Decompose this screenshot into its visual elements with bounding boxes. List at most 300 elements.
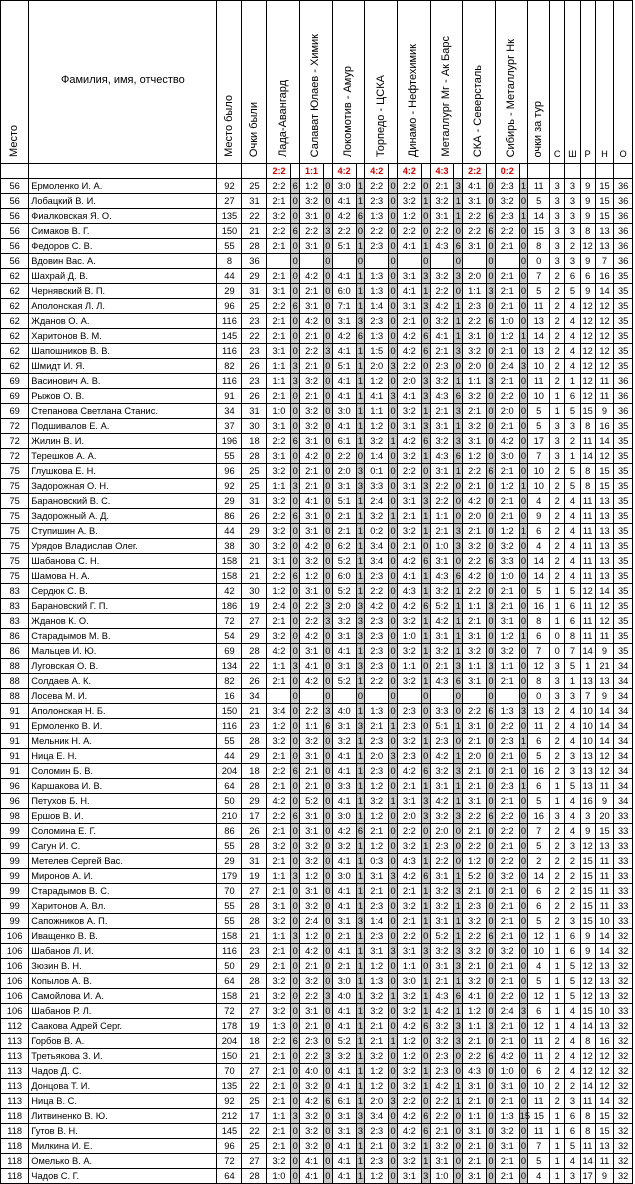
place-cell: 106 (1, 989, 29, 1004)
prediction-points-cell: 1 (356, 779, 365, 794)
empty-cell (595, 164, 613, 179)
stat-cell: 35 (614, 344, 633, 359)
prediction-points-cell: 3 (519, 1004, 528, 1019)
prediction-cell: 4:1 (300, 659, 324, 674)
prediction-points-cell: 1 (454, 899, 463, 914)
stat-cell: 14 (595, 1094, 613, 1109)
prediction-cell: 2:1 (365, 824, 389, 839)
prediction-points-cell: 0 (487, 329, 496, 344)
stat-cell: 5 (565, 479, 580, 494)
prediction-points-cell: 0 (487, 674, 496, 689)
prediction-cell: 3:2 (397, 404, 421, 419)
prediction-cell: 2:2 (397, 179, 421, 194)
prediction-points-cell: 0 (291, 629, 300, 644)
prediction-cell: 2:1 (300, 479, 324, 494)
stat-cell: 12 (580, 839, 595, 854)
prediction-points-cell: 0 (389, 734, 398, 749)
prediction-points-cell: 0 (324, 494, 333, 509)
table-row (1, 704, 633, 719)
stat-cell: 32 (614, 959, 633, 974)
prediction-points-cell: 0 (487, 1109, 496, 1124)
prediction-cell: 2:1 (430, 404, 454, 419)
prediction-points-cell: 1 (421, 779, 430, 794)
prediction-cell: 2:2 (397, 224, 421, 239)
name-cell: Харитонов В. М. (29, 329, 217, 344)
stat-cell: 2 (550, 464, 565, 479)
stat-cell: 2 (550, 719, 565, 734)
table-row (1, 989, 633, 1004)
points-were-cell: 36 (242, 254, 267, 269)
prediction-points-cell: 0 (324, 419, 333, 434)
stat-cell: 9 (580, 824, 595, 839)
prediction-points-cell: 1 (454, 779, 463, 794)
empty-cell (389, 164, 398, 179)
prediction-points-cell: 0 (389, 419, 398, 434)
prediction-points-cell: 1 (519, 329, 528, 344)
prediction-cell: 4:1 (300, 1154, 324, 1169)
stat-cell: 14 (595, 719, 613, 734)
prediction-cell: 2:2 (365, 674, 389, 689)
prediction-points-cell: 0 (291, 1064, 300, 1079)
points-were-cell: 22 (242, 1079, 267, 1094)
prediction-cell: 2:3 (365, 929, 389, 944)
prediction-points-cell: 1 (421, 614, 430, 629)
prediction-points-cell: 0 (487, 179, 496, 194)
table-row (1, 464, 633, 479)
prediction-points-cell: 0 (519, 554, 528, 569)
prediction-cell: 5:2 (332, 584, 356, 599)
place-cell: 83 (1, 584, 29, 599)
prediction-points-cell: 0 (389, 959, 398, 974)
stat-cell: 17 (580, 1169, 595, 1184)
prediction-cell: 1:2 (495, 524, 519, 539)
prediction-cell: 2:2 (430, 479, 454, 494)
prediction-points-cell: 1 (356, 179, 365, 194)
place-cell: 113 (1, 1079, 29, 1094)
prediction-points-cell: 0 (389, 494, 398, 509)
stat-cell: 2 (550, 1079, 565, 1094)
stat-cell: 14 (595, 734, 613, 749)
prediction-cell: 3:2 (267, 539, 291, 554)
points-were-cell: 30 (242, 584, 267, 599)
prediction-cell: 1:1 (267, 374, 291, 389)
prediction-points-cell: 0 (454, 1169, 463, 1184)
stat-cell: 5 (565, 779, 580, 794)
prediction-points-cell: 0 (487, 1064, 496, 1079)
stat-cell: 33 (614, 884, 633, 899)
prediction-cell: 2:1 (267, 1079, 291, 1094)
prediction-cell (300, 689, 324, 704)
prediction-points-cell: 1 (421, 734, 430, 749)
table-row (1, 314, 633, 329)
prediction-points-cell: 0 (487, 494, 496, 509)
prediction-cell: 3:1 (365, 869, 389, 884)
stat-cell: 16 (580, 794, 595, 809)
prediction-points-cell: 0 (519, 1154, 528, 1169)
place-was-cell: 91 (217, 389, 242, 404)
stat-cell: 4 (565, 809, 580, 824)
prediction-points-cell: 1 (356, 869, 365, 884)
prediction-points-cell: 1 (356, 434, 365, 449)
stat-cell: 4 (565, 1154, 580, 1169)
prediction-points-cell: 1 (356, 239, 365, 254)
stat-cell: 8 (528, 614, 550, 629)
prediction-points-cell: 6 (487, 554, 496, 569)
prediction-points-cell: 0 (454, 1049, 463, 1064)
prediction-points-cell: 6 (487, 209, 496, 224)
prediction-points-cell: 0 (389, 854, 398, 869)
stat-cell: 12 (595, 599, 613, 614)
stat-cell: 5 (565, 584, 580, 599)
prediction-cell: 4:2 (365, 599, 389, 614)
prediction-points-cell: 1 (356, 944, 365, 959)
empty-cell (291, 164, 300, 179)
prediction-points-cell: 0 (519, 944, 528, 959)
prediction-cell: 4:1 (332, 269, 356, 284)
prediction-points-cell: 0 (324, 179, 333, 194)
stat-cell: 15 (580, 404, 595, 419)
prediction-cell: 3:1 (267, 554, 291, 569)
place-cell: 69 (1, 374, 29, 389)
prediction-points-cell: 0 (487, 974, 496, 989)
stat-cell: 2 (550, 569, 565, 584)
prediction-cell: 3:2 (430, 269, 454, 284)
prediction-cell: 2:3 (365, 734, 389, 749)
prediction-cell: 3:2 (430, 944, 454, 959)
stat-cell: 14 (595, 434, 613, 449)
prediction-points-cell: 0 (389, 644, 398, 659)
stat-cell: 8 (580, 1124, 595, 1139)
stat-cell: 3 (565, 764, 580, 779)
prediction-points-cell: 0 (487, 899, 496, 914)
prediction-cell: 2:1 (495, 599, 519, 614)
prediction-points-cell: 0 (389, 1064, 398, 1079)
stat-cell: 6 (528, 779, 550, 794)
prediction-cell (332, 689, 356, 704)
stat-cell: 11 (528, 1094, 550, 1109)
stat-cell: 4 (565, 569, 580, 584)
stat-cell: 32 (614, 1109, 633, 1124)
prediction-points-cell: 0 (421, 1049, 430, 1064)
prediction-points-cell: 1 (454, 599, 463, 614)
stat-cell: 11 (580, 1139, 595, 1154)
stat-cell: 9 (580, 209, 595, 224)
stat-cell: 2 (550, 269, 565, 284)
prediction-points-cell: 1 (454, 194, 463, 209)
stat-cell: 1 (550, 944, 565, 959)
place-cell: 88 (1, 674, 29, 689)
stat-cell: 3 (550, 194, 565, 209)
prediction-points-cell: 1 (356, 884, 365, 899)
stat-cell: 2 (565, 869, 580, 884)
prediction-cell: 4:1 (332, 1079, 356, 1094)
stat-cell: 6 (565, 614, 580, 629)
name-cell: Сапожников А. П. (29, 914, 217, 929)
prediction-cell: 2:3 (365, 314, 389, 329)
prediction-points-cell: 0 (291, 884, 300, 899)
stat-cell: 5 (565, 1139, 580, 1154)
prediction-cell: 3:0 (332, 869, 356, 884)
stat-cell: 6 (528, 899, 550, 914)
name-cell: Терешков А. А. (29, 449, 217, 464)
place-was-cell: 70 (217, 1064, 242, 1079)
prediction-points-cell: 1 (421, 449, 430, 464)
prediction-cell: 2:2 (267, 509, 291, 524)
prediction-points-cell: 6 (421, 344, 430, 359)
prediction-cell: 2:1 (463, 1154, 487, 1169)
stat-cell: 4 (565, 314, 580, 329)
table-row (1, 779, 633, 794)
prediction-points-cell: 3 (487, 1019, 496, 1034)
prediction-points-cell: 6 (487, 224, 496, 239)
name-cell: Жданов О. А. (29, 314, 217, 329)
place-was-cell: 178 (217, 1019, 242, 1034)
prediction-cell: 1:1 (267, 359, 291, 374)
points-were-cell: 25 (242, 1139, 267, 1154)
prediction-points-cell: 0 (519, 614, 528, 629)
prediction-points-cell: 6 (487, 809, 496, 824)
points-were-cell: 29 (242, 629, 267, 644)
place-was-cell: 135 (217, 209, 242, 224)
place-was-cell: 69 (217, 644, 242, 659)
prediction-points-cell: 0 (454, 704, 463, 719)
stat-cell: 10 (528, 479, 550, 494)
stat-cell: 9 (595, 404, 613, 419)
stat-cell: 13 (595, 539, 613, 554)
stat-cell: 15 (595, 179, 613, 194)
prediction-cell: 2:2 (463, 1049, 487, 1064)
prediction-points-cell: 1 (454, 374, 463, 389)
stat-cell: 1 (550, 1139, 565, 1154)
stat-cell: 36 (614, 254, 633, 269)
stat-cell: 16 (595, 269, 613, 284)
prediction-cell: 4:1 (463, 179, 487, 194)
name-cell: Харитонов А. Вл. (29, 899, 217, 914)
prediction-cell: 3:1 (430, 869, 454, 884)
prediction-points-cell: 0 (389, 404, 398, 419)
prediction-points-cell: 0 (421, 719, 430, 734)
prediction-cell: 2:0 (463, 509, 487, 524)
prediction-cell: 4:1 (332, 374, 356, 389)
place-cell: 113 (1, 1034, 29, 1049)
prediction-cell: 3:1 (430, 209, 454, 224)
table-row (1, 389, 633, 404)
prediction-cell: 3:2 (267, 464, 291, 479)
prediction-cell: 3:1 (300, 584, 324, 599)
prediction-points-cell: 6 (421, 764, 430, 779)
place-was-cell: 92 (217, 479, 242, 494)
prediction-cell: 2:1 (495, 674, 519, 689)
prediction-points-cell: 0 (519, 404, 528, 419)
prediction-points-cell: 0 (389, 224, 398, 239)
prediction-points-cell: 3 (519, 359, 528, 374)
prediction-cell: 2:0 (397, 374, 421, 389)
place-was-cell: 55 (217, 899, 242, 914)
prediction-cell: 1:2 (365, 779, 389, 794)
prediction-points-cell: 0 (324, 689, 333, 704)
stat-cell: 3 (565, 209, 580, 224)
prediction-cell: 2:0 (397, 809, 421, 824)
prediction-points-cell: 1 (356, 404, 365, 419)
table-row (1, 1079, 633, 1094)
prediction-points-cell: 1 (421, 584, 430, 599)
prediction-points-cell: 0 (519, 1169, 528, 1184)
stat-cell: 9 (580, 929, 595, 944)
prediction-cell: 3:2 (300, 1079, 324, 1094)
stat-cell: 1 (550, 794, 565, 809)
prediction-cell: 2:1 (300, 464, 324, 479)
prediction-points-cell: 6 (291, 569, 300, 584)
points-were-cell: 27 (242, 1154, 267, 1169)
prediction-points-cell: 0 (389, 674, 398, 689)
prediction-cell (365, 689, 389, 704)
table-row (1, 824, 633, 839)
place-cell: 118 (1, 1139, 29, 1154)
prediction-cell: 4:1 (300, 494, 324, 509)
stat-cell: 3 (565, 254, 580, 269)
prediction-cell: 4:2 (397, 1019, 421, 1034)
prediction-cell: 4:1 (332, 644, 356, 659)
place-cell: 106 (1, 974, 29, 989)
stat-cell: 14 (528, 554, 550, 569)
prediction-points-cell: 0 (291, 464, 300, 479)
stat-cell: 2 (550, 854, 565, 869)
prediction-points-cell: 0 (389, 374, 398, 389)
prediction-cell: 2:1 (495, 1094, 519, 1109)
prediction-points-cell: 1 (356, 1064, 365, 1079)
prediction-points-cell: 3 (519, 704, 528, 719)
prediction-points-cell: 0 (389, 299, 398, 314)
prediction-points-cell: 0 (291, 644, 300, 659)
points-were-cell: 27 (242, 884, 267, 899)
table-row (1, 1019, 633, 1034)
prediction-cell: 3:2 (397, 1079, 421, 1094)
prediction-points-cell: 0 (324, 1019, 333, 1034)
place-was-cell: 64 (217, 779, 242, 794)
stat-cell: 14 (595, 704, 613, 719)
place-cell: 88 (1, 659, 29, 674)
stat-cell: 3 (565, 419, 580, 434)
place-was-cell: 64 (217, 974, 242, 989)
prediction-points-cell: 0 (389, 1004, 398, 1019)
prediction-points-cell: 0 (291, 1154, 300, 1169)
prediction-points-cell: 0 (519, 674, 528, 689)
prediction-points-cell: 1 (389, 719, 398, 734)
prediction-cell: 3:2 (267, 734, 291, 749)
prediction-cell: 3:2 (267, 629, 291, 644)
place-cell: 91 (1, 749, 29, 764)
prediction-points-cell: 0 (324, 269, 333, 284)
prediction-cell: 3:2 (267, 974, 291, 989)
prediction-points-cell: 0 (389, 884, 398, 899)
prediction-cell: 3:1 (332, 314, 356, 329)
name-cell: Третьякова З. И. (29, 1049, 217, 1064)
prediction-cell: 3:2 (463, 644, 487, 659)
prediction-points-cell: 1 (356, 704, 365, 719)
place-cell: 56 (1, 209, 29, 224)
prediction-points-cell: 0 (487, 629, 496, 644)
prediction-cell: 5:2 (332, 674, 356, 689)
prediction-cell: 3:0 (332, 974, 356, 989)
name-cell: Ермоленко В. И. (29, 719, 217, 734)
stat-cell: 4 (528, 1169, 550, 1184)
stat-cell: 12 (580, 239, 595, 254)
stat-cell: 2 (550, 764, 565, 779)
stat-cell: 3 (550, 179, 565, 194)
prediction-cell: 3:4 (365, 539, 389, 554)
name-cell: Лосева М. И. (29, 689, 217, 704)
place-cell: 75 (1, 524, 29, 539)
prediction-cell: 2:0 (365, 359, 389, 374)
prediction-cell: 3:2 (495, 644, 519, 659)
prediction-cell: 2:1 (430, 179, 454, 194)
place-cell: 106 (1, 944, 29, 959)
prediction-points-cell: 0 (454, 1139, 463, 1154)
prediction-points-cell: 3 (291, 1109, 300, 1124)
stat-cell: 7 (528, 269, 550, 284)
place-was-cell: 8 (217, 254, 242, 269)
name-cell: Ершов В. И. (29, 809, 217, 824)
prediction-cell: 2:2 (397, 929, 421, 944)
prediction-cell: 4:1 (332, 194, 356, 209)
prediction-cell: 1:1 (397, 659, 421, 674)
prediction-cell: 5:2 (430, 599, 454, 614)
prediction-cell: 1:0 (495, 1064, 519, 1079)
prediction-points-cell: 0 (421, 1034, 430, 1049)
stat-cell: 35 (614, 569, 633, 584)
prediction-points-cell: 0 (389, 1154, 398, 1169)
prediction-points-cell: 0 (487, 524, 496, 539)
stat-cell: 35 (614, 434, 633, 449)
stat-cell: 4 (565, 824, 580, 839)
stat-cell: 5 (528, 749, 550, 764)
prediction-points-cell: 6 (291, 434, 300, 449)
prediction-cell: 2:1 (495, 419, 519, 434)
prediction-cell: 3:4 (365, 554, 389, 569)
prediction-points-cell: 3 (389, 1094, 398, 1109)
prediction-points-cell: 0 (421, 359, 430, 374)
prediction-cell (332, 254, 356, 269)
prediction-cell: 2:2 (495, 719, 519, 734)
stat-cell: 11 (528, 1034, 550, 1049)
prediction-points-cell: 0 (291, 344, 300, 359)
place-was-cell: 70 (217, 884, 242, 899)
points-were-cell: 25 (242, 179, 267, 194)
prediction-cell: 1:2 (495, 479, 519, 494)
prediction-points-cell: 0 (519, 974, 528, 989)
prediction-points-cell: 6 (291, 509, 300, 524)
points-were-cell: 26 (242, 359, 267, 374)
prediction-cell: 2:1 (495, 1154, 519, 1169)
table-row (1, 494, 633, 509)
prediction-points-cell: 1 (454, 794, 463, 809)
points-were-cell: 28 (242, 899, 267, 914)
prediction-cell: 3:1 (397, 479, 421, 494)
name-cell: Гутов В. Н. (29, 1124, 217, 1139)
prediction-cell: 3:1 (332, 629, 356, 644)
prediction-cell: 2:2 (332, 224, 356, 239)
stat-cell: 5 (565, 959, 580, 974)
prediction-points-cell: 1 (421, 524, 430, 539)
stat-cell: 14 (528, 329, 550, 344)
prediction-cell: 2:3 (365, 1154, 389, 1169)
prediction-cell: 4:2 (430, 794, 454, 809)
stat-cell: 4 (565, 1034, 580, 1049)
prediction-points-cell: 0 (454, 224, 463, 239)
prediction-cell: 1:2 (397, 209, 421, 224)
stat-cell: 1 (550, 959, 565, 974)
stat-cell: 9 (595, 689, 613, 704)
